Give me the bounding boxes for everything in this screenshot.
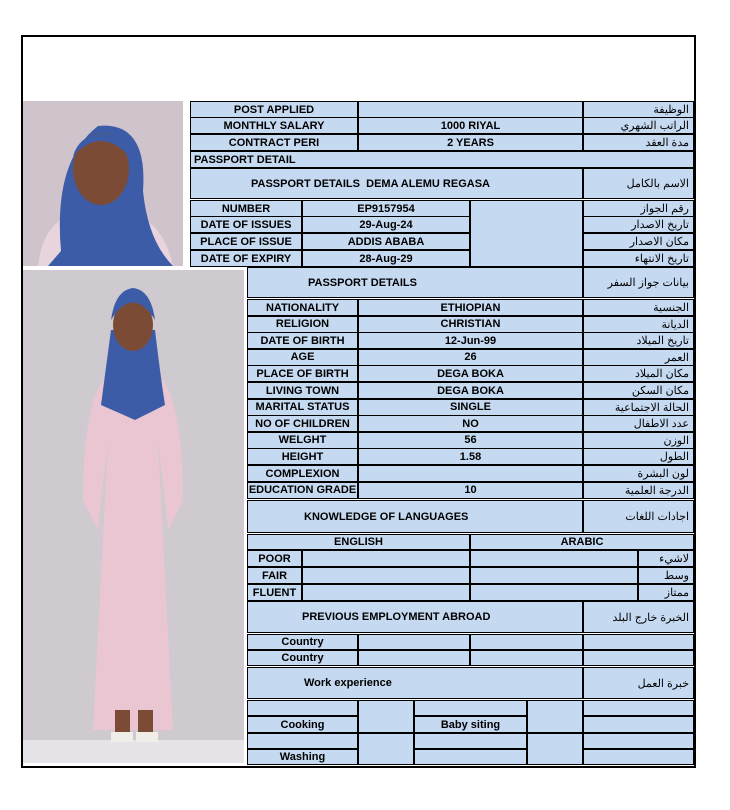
lang-arabic-cell[interactable] <box>470 550 638 567</box>
passport-label-ar: مكان الاصدار <box>583 233 694 250</box>
personal-label-ar: الدرجة العلمية <box>583 482 694 499</box>
country-cell[interactable] <box>358 634 470 650</box>
lang-english-cell[interactable] <box>302 550 470 567</box>
work-cell <box>414 749 527 765</box>
lang-level-label: FLUENT <box>247 584 302 601</box>
personal-label-ar: العمر <box>583 349 694 366</box>
work-cell <box>583 716 694 733</box>
passport-label-ar: رقم الجواز <box>583 200 694 217</box>
post-label: POST APPLIED <box>190 101 358 118</box>
lang-level-label-ar: وسط <box>638 567 694 584</box>
passport-value[interactable]: EP9157954 <box>302 200 470 217</box>
personal-value[interactable]: 26 <box>358 349 583 366</box>
personal-label-ar: تاريخ الميلاد <box>583 332 694 349</box>
personal-value[interactable]: 56 <box>358 432 583 449</box>
employment-header-ar: الخبرة خارج البلد <box>583 601 694 633</box>
passport-detail-label: PASSPORT DETAIL <box>190 151 694 168</box>
lang-level-label-ar: ممتاز <box>638 584 694 601</box>
personal-label: RELIGION <box>247 316 358 333</box>
personal-label-ar: لون البشرة <box>583 465 694 482</box>
personal-label: NATIONALITY <box>247 299 358 316</box>
personal-label: MARITAL STATUS <box>247 399 358 416</box>
passport-value[interactable]: 28-Aug-29 <box>302 250 470 267</box>
passport-header-en <box>190 168 583 199</box>
personal-label: PLACE OF BIRTH <box>247 365 358 382</box>
personal-header-ar: بيانات جواز السفر <box>583 267 694 298</box>
personal-label: HEIGHT <box>247 448 358 465</box>
post-label-ar: الراتب الشهري <box>583 117 694 134</box>
personal-value[interactable]: DEGA BOKA <box>358 365 583 382</box>
personal-value[interactable]: 10 <box>358 482 583 499</box>
post-value[interactable]: 1000 RIYAL <box>358 117 583 134</box>
personal-label-ar: مكان الميلاد <box>583 365 694 382</box>
country-cell[interactable] <box>583 650 694 666</box>
passport-label-ar: تاريخ الانتهاء <box>583 250 694 267</box>
personal-label-ar: الديانة <box>583 316 694 333</box>
work-cell[interactable] <box>527 700 583 733</box>
passport-label: NUMBER <box>190 200 302 217</box>
personal-label: NO OF CHILDREN <box>247 415 358 432</box>
work-cell <box>247 700 358 716</box>
personal-label: DATE OF BIRTH <box>247 332 358 349</box>
personal-value[interactable]: NO <box>358 415 583 432</box>
personal-label: AGE <box>247 349 358 366</box>
passport-value[interactable]: ADDIS ABABA <box>302 233 470 250</box>
post-value[interactable] <box>358 101 583 118</box>
post-label: CONTRACT PERI <box>190 134 358 151</box>
post-label: MONTHLY SALARY <box>190 117 358 134</box>
employment-header-en: PREVIOUS EMPLOYMENT ABROAD <box>247 601 583 633</box>
work-header-en: Work experience <box>247 667 583 699</box>
work-cell <box>583 733 694 749</box>
work-header-ar: خبرة العمل <box>583 667 694 699</box>
passport-value[interactable]: 29-Aug-24 <box>302 216 470 233</box>
passport-header-title: PASSPORT DETAILS <box>251 177 360 190</box>
lang-level-label: FAIR <box>247 567 302 584</box>
languages-header-en: KNOWLEDGE OF LANGUAGES <box>247 500 583 533</box>
personal-value[interactable]: CHRISTIAN <box>358 316 583 333</box>
lang-col-arabic: ARABIC <box>470 534 694 550</box>
lang-arabic-cell[interactable] <box>470 567 638 584</box>
passport-header-ar: الاسم بالكامل <box>583 168 694 199</box>
country-cell[interactable] <box>358 650 470 666</box>
passport-blank-block <box>470 200 583 267</box>
post-value[interactable]: 2 YEARS <box>358 134 583 151</box>
work-cell[interactable] <box>358 700 414 733</box>
header-blank-area <box>23 37 694 102</box>
passport-label: DATE OF EXPIRY <box>190 250 302 267</box>
portrait-photo <box>23 101 183 266</box>
country-cell[interactable] <box>583 634 694 650</box>
work-cell <box>583 749 694 765</box>
personal-value[interactable]: 1.58 <box>358 448 583 465</box>
personal-label-ar: الوزن <box>583 432 694 449</box>
washing-label: Washing <box>247 749 358 765</box>
personal-value[interactable] <box>358 465 583 482</box>
personal-value[interactable]: 12-Jun-99 <box>358 332 583 349</box>
personal-label-ar: الجنسية <box>583 299 694 316</box>
work-cell <box>583 700 694 716</box>
work-cell[interactable] <box>358 733 414 765</box>
country-label: Country <box>247 634 358 650</box>
lang-arabic-cell[interactable] <box>470 584 638 601</box>
lang-level-label: POOR <box>247 550 302 567</box>
personal-header-en: PASSPORT DETAILS <box>247 267 583 298</box>
baby-siting-label: Baby siting <box>414 716 527 733</box>
personal-value[interactable]: SINGLE <box>358 399 583 416</box>
passport-label-ar: تاريخ الاصدار <box>583 216 694 233</box>
personal-value[interactable]: ETHIOPIAN <box>358 299 583 316</box>
country-label: Country <box>247 650 358 666</box>
lang-level-label-ar: لاشيء <box>638 550 694 567</box>
passport-label: PLACE OF ISSUE <box>190 233 302 250</box>
country-cell[interactable] <box>470 634 583 650</box>
country-cell[interactable] <box>470 650 583 666</box>
languages-header-ar: اجادات اللغات <box>583 500 694 533</box>
cooking-label: Cooking <box>247 716 358 733</box>
personal-label: COMPLEXION <box>247 465 358 482</box>
work-cell <box>247 733 358 749</box>
post-label-ar: مدة العقد <box>583 134 694 151</box>
lang-col-english: ENGLISH <box>247 534 470 550</box>
full-name-value: DEMA ALEMU REGASA <box>366 177 490 190</box>
personal-value[interactable]: DEGA BOKA <box>358 382 583 399</box>
lang-english-cell[interactable] <box>302 567 470 584</box>
personal-label-ar: عدد الاطفال <box>583 415 694 432</box>
work-cell <box>414 700 527 716</box>
personal-label: LIVING TOWN <box>247 382 358 399</box>
personal-label-ar: مكان السكن <box>583 382 694 399</box>
post-label-ar: الوظيفة <box>583 101 694 118</box>
personal-label-ar: الحالة الاجتماعية <box>583 399 694 416</box>
personal-label: EDUCATION GRADE <box>247 482 358 499</box>
passport-label: DATE OF ISSUES <box>190 216 302 233</box>
personal-label-ar: الطول <box>583 448 694 465</box>
work-cell <box>414 733 527 749</box>
work-cell[interactable] <box>527 733 583 765</box>
full-body-photo <box>23 270 244 763</box>
lang-english-cell[interactable] <box>302 584 470 601</box>
personal-label: WELGHT <box>247 432 358 449</box>
